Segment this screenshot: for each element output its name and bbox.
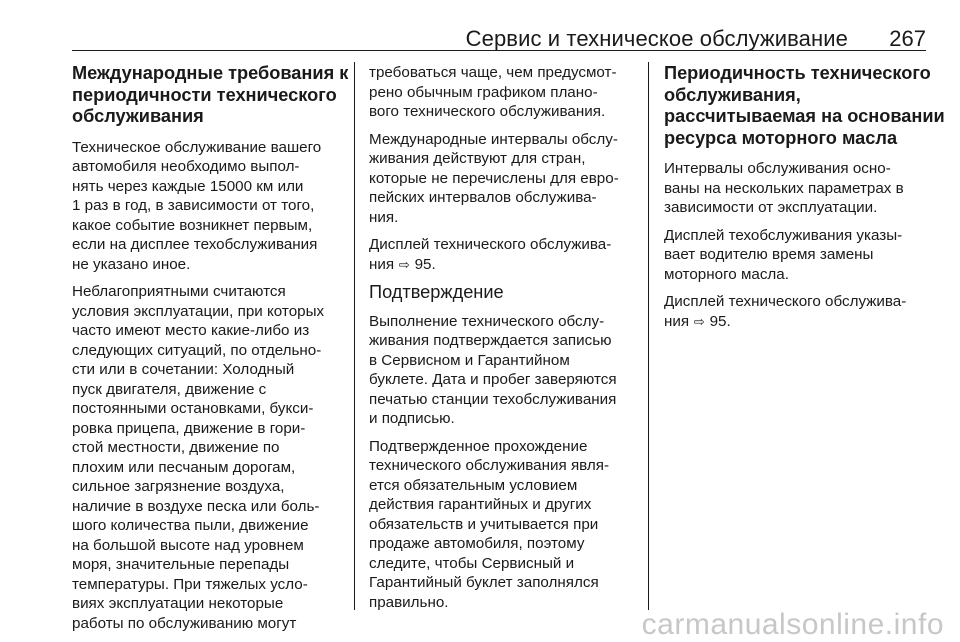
column-1 [72, 63, 352, 641]
column-2 [369, 63, 637, 620]
site-watermark: carmanualsonline.info [641, 608, 944, 641]
paragraph-severe-conditions: Неблагоприятными считаются условия эксплуатации, при которых часто имеют место какие-либо из следующих ситуаций, по отдельно- сти или в сочетании: Холодный пуск двигателя, движение с постоянными остановками, букси- ровка прицепа, движение в гори- стой местности, движение по плохим или песчаным дорогам, сильное загрязнение воздуха, наличие в воздухе песка или боль- шого количества пыли, движение на большой высоте над уровнем моря, значительные перепады температуры. При тяжелых усло- виях эксплуатации некоторые работы по обслуживанию могут [72, 283, 325, 632]
paragraph-confirmed-service: Подтвержденное прохождение технического обслуживания явля- ется обязательным условием действия гарантийных и других обязательств и учитывается при продаже автомобиля, поэтому следите, чтобы Сервисный и Гарантийный буклет заполнялся правильно. [369, 437, 610, 611]
paragraph-confirmation: Выполнение технического обслу- живания подтверждается записью в Сервисном и Гарантийном буклете. Дата и пробег заверяются печатью станции техобслуживания и подписью. [369, 312, 617, 427]
page-reference-link[interactable]: 95. [414, 255, 436, 273]
header-rule [72, 50, 926, 51]
section-title: Сервис и техническое обслуживание [465, 26, 848, 51]
column-divider-2 [648, 62, 649, 610]
page-reference-arrow-icon[interactable]: ⇨ [398, 256, 410, 272]
paragraph-interval-parameters: Интервалы обслуживания осно- ваны на нескольких параметрах в зависимости от эксплуатации. [664, 160, 904, 216]
paragraph-international-intervals: Международные интервалы обслу- живания действуют для стран, которые не перечислены для евро- пейских интервалов обслужива- ния. [369, 130, 619, 226]
page-number: 267 [889, 26, 926, 51]
international-requirements-heading: Международные требования к периодичности технического обслуживания [72, 63, 349, 126]
paragraph-service-interval: Техническое обслуживание вашего автомобиля необходимо выпол- нять через каждые 15000 км или 1 раз в год, в зависимости от того, какое событие возникнет первым, если на дисплее техобслуживания не указано иное. [72, 138, 322, 273]
paragraph-display-reference: Дисплей технического обслужива- ния ⇨ 95. [369, 236, 612, 273]
page-reference-arrow-icon[interactable]: ⇨ [693, 313, 705, 329]
column-3 [664, 63, 945, 339]
column-divider-1 [354, 62, 355, 610]
oil-life-interval-heading: Периодичность технического обслуживания, рассчитываемая на основании ресурса моторного масла [664, 63, 945, 148]
paragraph-display-reference-2: Дисплей технического обслужива- ния ⇨ 95. [664, 293, 907, 330]
paragraph-oil-change-display: Дисплей техобслуживания указы- вает водителю время замены моторного масла. [664, 226, 903, 283]
confirmation-heading: Подтверждение [369, 282, 504, 302]
page-header [72, 20, 926, 50]
paragraph-continued: требоваться чаще, чем предусмот- рено обычным графиком плано- вого технического обслуживания. [369, 64, 617, 120]
page-reference-link[interactable]: 95. [709, 312, 731, 330]
